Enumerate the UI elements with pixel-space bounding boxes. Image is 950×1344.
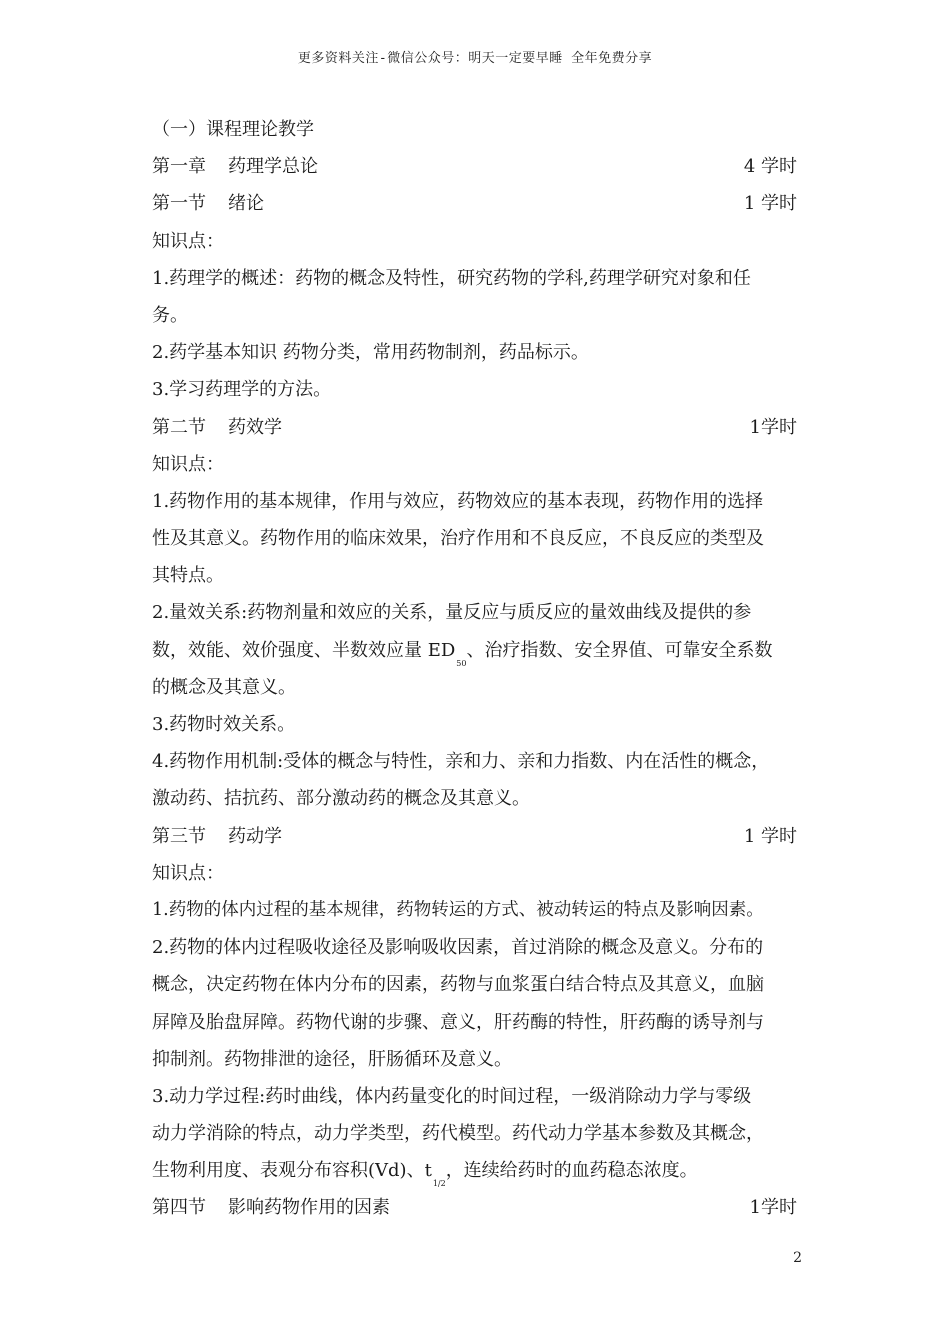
subscript: 1/2 — [432, 1179, 446, 1189]
section-4-heading — [152, 1189, 797, 1226]
section-2-hours: 1学时 — [749, 416, 797, 438]
paragraph: 1.药物作用的基本规律，作用与效应，药物效应的基本表现，药物作用的选择 — [152, 490, 764, 512]
paragraph: 3.学习药理学的方法。 — [152, 379, 332, 401]
paragraph: 1.药物的体内过程的基本规律，药物转运的方式、被动转运的特点及影响因素。 — [152, 899, 764, 920]
paragraph: 生物利用度、表观分布容积(Vd)、$t_{1/2}$，连续给药时的血药稳态浓度。 — [152, 1160, 698, 1189]
chapter-heading — [152, 148, 797, 185]
paragraph: 其特点。 — [152, 565, 224, 587]
subscript: 50 — [456, 658, 467, 668]
section-2-heading — [152, 409, 797, 446]
document-body — [152, 111, 797, 1227]
paragraph: 4.药物作用机制:受体的概念与特性，亲和力、亲和力指数、内在活性的概念， — [152, 751, 770, 773]
section-3-title: 第三节 药动学 — [152, 825, 282, 847]
section-4-hours: 1学时 — [749, 1197, 797, 1219]
paragraph: 的概念及其意义。 — [152, 676, 296, 698]
knowledge-label: 知识点： — [152, 230, 224, 252]
page-number: 2 — [793, 1250, 802, 1266]
paragraph: 数，效能、效价强度、半数效应量 $ED_{50}$、治疗指数、安全界值、可靠安全系数 — [152, 639, 773, 668]
paragraph: 抑制剂。药物排泄的途径，肝肠循环及意义。 — [152, 1048, 512, 1070]
paragraph: 2.量效关系:药物剂量和效应的关系，量反应与质反应的量效曲线及提供的参 — [152, 602, 752, 624]
paragraph: 屏障及胎盘屏障。药物代谢的步骤、意义，肝药酶的特性，肝药酶的诱导剂与 — [152, 1011, 764, 1033]
paragraph: 性及其意义。药物作用的临床效果，治疗作用和不良反应，不良反应的类型及 — [152, 528, 764, 550]
paragraph: 3.动力学过程:药时曲线，体内药量变化的时间过程，一级消除动力学与零级 — [152, 1085, 752, 1107]
paragraph: 概念，决定药物在体内分布的因素，药物与血浆蛋白结合特点及其意义，血脑 — [152, 974, 764, 996]
paragraph: 2.药学基本知识 药物分类，常用药物制剂，药品标示。 — [152, 342, 589, 364]
paragraph: 3.药物时效关系。 — [152, 714, 296, 735]
paragraph: 1.药理学的概述：药物的概念及特性，研究药物的学科,药理学研究对象和任 — [152, 267, 751, 289]
paragraph: 务。 — [152, 304, 188, 326]
section-4-title: 第四节 影响药物作用的因素 — [152, 1197, 390, 1219]
paragraph: 2.药物的体内过程吸收途径及影响吸收因素，首过消除的概念及意义。分布的 — [152, 937, 764, 959]
page-header: 更多资料关注-微信公众号：明天一定要早睡 全年免费分享 — [297, 51, 653, 66]
section-title: （一）课程理论教学 — [152, 119, 314, 140]
section-3-hours: 1 学时 — [743, 825, 797, 847]
chapter-hours: 4 学时 — [743, 156, 797, 178]
paragraph: 动力学消除的特点，动力学类型，药代模型。药代动力学基本参数及其概念， — [152, 1123, 764, 1145]
section-1-hours: 1 学时 — [743, 193, 797, 215]
knowledge-label: 知识点： — [152, 862, 224, 884]
knowledge-label: 知识点： — [152, 453, 224, 475]
section-1-title: 第一节 绪论 — [152, 193, 264, 215]
section-3-heading — [152, 818, 797, 855]
chapter-title: 第一章 药理学总论 — [152, 156, 318, 178]
section-2-title: 第二节 药效学 — [152, 416, 282, 438]
paragraph: 激动药、拮抗药、部分激动药的概念及其意义。 — [152, 788, 530, 810]
section-1-heading — [152, 185, 797, 222]
